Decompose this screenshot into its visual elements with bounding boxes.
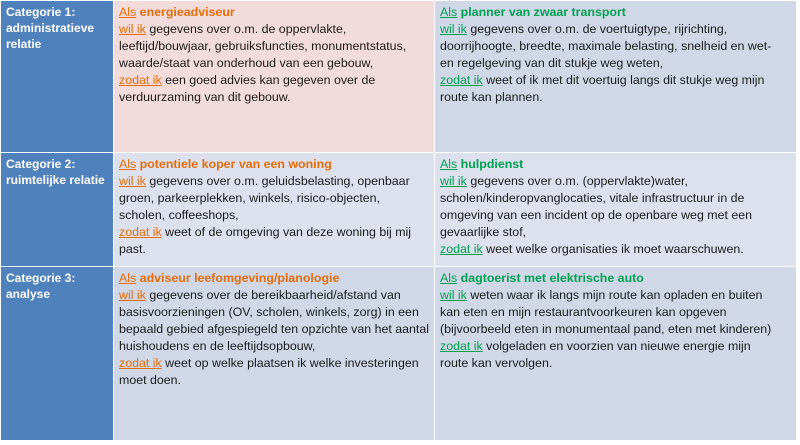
story-text: weet welke organisaties ik moet waarschuwen.	[486, 242, 744, 256]
zodat-label: zodat ik	[440, 339, 483, 353]
wil-label: wil ik	[440, 174, 467, 188]
story-text: weet of de omgeving van deze woning bij mij	[165, 225, 412, 239]
wil-label: wil ik	[440, 22, 467, 36]
wil-label: wil ik	[119, 22, 146, 36]
zodat-label: zodat ik	[440, 242, 483, 256]
als-label: Als	[119, 5, 137, 19]
wil-label: wil ik	[119, 288, 146, 302]
role-label: potentiele koper van een woning	[139, 157, 332, 171]
story-text: gegevens over o.m. de oppervlakte,	[149, 22, 347, 36]
story-cell-right	[435, 1, 797, 153]
story-text: huishoudens en de leeftijdsopbouw,	[119, 339, 316, 353]
zodat-label: zodat ik	[119, 225, 162, 239]
story-text: gegevens over de bereikbaarheid/afstand van	[149, 288, 401, 302]
story-text: route kan vervolgen.	[440, 356, 553, 370]
story-cell-left	[114, 153, 435, 267]
story-text: moet doen.	[119, 373, 181, 387]
category-title: Categorie 2:	[6, 157, 76, 171]
role-label: adviseur leefomgeving/planologie	[139, 271, 340, 285]
story-text: gevaarlijke stof,	[440, 225, 527, 239]
category-title: Categorie 1:	[6, 5, 76, 19]
story-text: groen, parkeerplekken, winkels, risico-objecten,	[119, 191, 381, 205]
als-label: Als	[440, 5, 458, 19]
category-cell	[1, 1, 114, 153]
als-label: Als	[119, 271, 137, 285]
role-label: dagtoerist met elektrische auto	[460, 271, 644, 285]
story-text: waarde/staat van onderhoud van een gebouw,	[119, 56, 374, 70]
story-text: route kan plannen.	[440, 90, 543, 104]
role-label: hulpdienst	[460, 157, 524, 171]
zodat-label: zodat ik	[119, 356, 162, 370]
story-cell-right	[435, 267, 797, 441]
story-text: scholen, coffeeshops,	[119, 208, 239, 222]
story-text: en regelgeving van dit stukje weg weten,	[440, 56, 664, 70]
table-row-category-1	[1, 1, 797, 153]
story-text: weet op welke plaatsen ik welke investeringen	[165, 356, 419, 370]
als-label: Als	[440, 271, 458, 285]
story-text: gegevens over o.m. geluidsbelasting, openbaar	[149, 174, 410, 188]
story-text: doorrijhoogte, breedte, maximale belasting, snelheid en wet-	[440, 39, 772, 53]
als-label: Als	[440, 157, 458, 171]
table-row-category-3	[1, 267, 797, 441]
category-cell	[1, 267, 114, 441]
category-name: analyse	[6, 287, 51, 301]
role-label: planner van zwaar transport	[460, 5, 626, 19]
story-text: weten waar ik langs mijn route kan opladen en buiten	[470, 288, 763, 302]
table-row-category-2	[1, 153, 797, 267]
zodat-label: zodat ik	[119, 73, 162, 87]
category-name: relatie	[6, 37, 42, 51]
story-text: gegevens over o.m. (oppervlakte)water,	[470, 174, 688, 188]
story-text: volgeladen en voorzien van nieuwe energie mijn	[486, 339, 751, 353]
story-cell-left	[114, 267, 435, 441]
story-text: een goed advies kan gegeven over de	[165, 73, 376, 87]
category-name: administratieve	[6, 21, 95, 35]
story-text: kan eten en mijn restaurantvoorkeuren kan opgeven	[440, 305, 727, 319]
story-text: leeftijd/bouwjaar, gebruiksfuncties, monumentstatus,	[119, 39, 407, 53]
story-text: (bijvoorbeeld eten in monumentaal pand, eten met kinderen)	[440, 322, 772, 336]
category-title: Categorie 3:	[6, 271, 76, 285]
category-name: ruimtelijke relatie	[6, 173, 105, 187]
als-label: Als	[119, 157, 137, 171]
wil-label: wil ik	[119, 174, 146, 188]
wil-label: wil ik	[440, 288, 467, 302]
story-text: gegevens over o.m. de voertuigtype, rijrichting,	[470, 22, 728, 36]
story-cell-right	[435, 153, 797, 267]
story-text: basisvoorzieningen (OV, scholen, winkels, zorg) in een	[119, 305, 419, 319]
story-cell-left	[114, 1, 435, 153]
story-text: bepaald gebied afgespiegeld ten opzichte van het aantal	[119, 322, 430, 336]
story-text: verduurzaming van dit gebouw.	[119, 90, 291, 104]
story-text: omgeving van een incident op de openbare weg met een	[440, 208, 753, 222]
story-text: weet of ik met dit voertuig langs dit stukje weg mijn	[486, 73, 765, 87]
category-cell	[1, 153, 114, 267]
role-label: energieadviseur	[139, 5, 235, 19]
story-text: scholen/kinderopvanglocaties, vitale infrastructuur in de	[440, 191, 745, 205]
zodat-label: zodat ik	[440, 73, 483, 87]
story-text: past.	[119, 242, 146, 256]
